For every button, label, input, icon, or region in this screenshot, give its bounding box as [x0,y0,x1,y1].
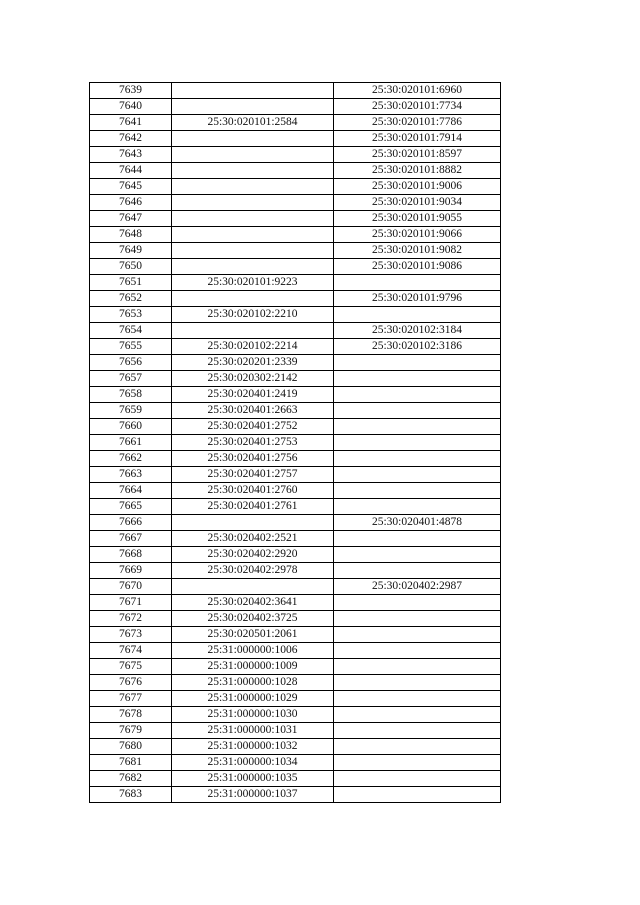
related-cadastral-number-cell [334,435,501,451]
table-row [90,227,501,243]
row-number-cell: 7656 [90,355,172,371]
cadastral-number-cell: 25:30:020401:2752 [172,419,334,435]
row-number-cell: 7649 [90,243,172,259]
related-cadastral-number-cell: 25:30:020101:9082 [334,243,501,259]
row-number-cell: 7646 [90,195,172,211]
related-cadastral-number-cell: 25:30:020101:9034 [334,195,501,211]
table-row [90,739,501,755]
row-number-cell: 7671 [90,595,172,611]
row-number-cell: 7667 [90,531,172,547]
row-number-cell: 7679 [90,723,172,739]
related-cadastral-number-cell [334,275,501,291]
related-cadastral-number-cell: 25:30:020101:7734 [334,99,501,115]
row-number-cell: 7666 [90,515,172,531]
row-number-cell: 7650 [90,259,172,275]
row-number-cell: 7644 [90,163,172,179]
table-row [90,115,501,131]
related-cadastral-number-cell: 25:30:020101:9055 [334,211,501,227]
row-number-cell: 7670 [90,579,172,595]
related-cadastral-number-cell: 25:30:020402:2987 [334,579,501,595]
table-row [90,723,501,739]
table-row [90,83,501,99]
table-row [90,211,501,227]
row-number-cell: 7657 [90,371,172,387]
row-number-cell: 7639 [90,83,172,99]
table-row [90,451,501,467]
related-cadastral-number-cell: 25:30:020101:9066 [334,227,501,243]
cadastral-number-cell [172,99,334,115]
related-cadastral-number-cell: 25:30:020102:3186 [334,339,501,355]
cadastral-number-cell: 25:31:000000:1032 [172,739,334,755]
cadastral-number-cell [172,579,334,595]
related-cadastral-number-cell: 25:30:020101:8882 [334,163,501,179]
related-cadastral-number-cell [334,403,501,419]
row-number-cell: 7673 [90,627,172,643]
table-row [90,691,501,707]
cadastral-number-cell: 25:30:020401:2419 [172,387,334,403]
table-row [90,755,501,771]
related-cadastral-number-cell [334,675,501,691]
cadastral-number-cell: 25:31:000000:1029 [172,691,334,707]
table-row [90,771,501,787]
table-row [90,307,501,323]
related-cadastral-number-cell [334,771,501,787]
table-row [90,435,501,451]
row-number-cell: 7682 [90,771,172,787]
related-cadastral-number-cell [334,467,501,483]
related-cadastral-number-cell: 25:30:020101:6960 [334,83,501,99]
related-cadastral-number-cell [334,563,501,579]
table-row [90,243,501,259]
cadastral-number-cell: 25:30:020101:2584 [172,115,334,131]
table-row [90,707,501,723]
row-number-cell: 7664 [90,483,172,499]
cadastral-number-cell [172,195,334,211]
related-cadastral-number-cell [334,659,501,675]
related-cadastral-number-cell: 25:30:020101:7914 [334,131,501,147]
row-number-cell: 7640 [90,99,172,115]
cadastral-number-cell: 25:30:020201:2339 [172,355,334,371]
related-cadastral-number-cell [334,739,501,755]
row-number-cell: 7677 [90,691,172,707]
row-number-cell: 7655 [90,339,172,355]
row-number-cell: 7675 [90,659,172,675]
related-cadastral-number-cell: 25:30:020102:3184 [334,323,501,339]
related-cadastral-number-cell [334,451,501,467]
cadastral-number-cell [172,259,334,275]
table-row [90,403,501,419]
row-number-cell: 7641 [90,115,172,131]
related-cadastral-number-cell [334,627,501,643]
cadastral-number-cell: 25:30:020402:3725 [172,611,334,627]
cadastral-number-cell: 25:31:000000:1009 [172,659,334,675]
related-cadastral-number-cell [334,723,501,739]
table-row [90,371,501,387]
related-cadastral-number-cell [334,419,501,435]
table-row [90,515,501,531]
row-number-cell: 7643 [90,147,172,163]
related-cadastral-number-cell [334,547,501,563]
table-row [90,531,501,547]
table-row [90,355,501,371]
cadastral-number-cell [172,131,334,147]
related-cadastral-number-cell: 25:30:020101:9086 [334,259,501,275]
cadastral-number-cell: 25:30:020102:2214 [172,339,334,355]
row-number-cell: 7652 [90,291,172,307]
table-row [90,163,501,179]
cadastral-number-cell [172,147,334,163]
cadastral-number-cell [172,83,334,99]
table-row [90,291,501,307]
cadastral-number-cell [172,163,334,179]
row-number-cell: 7654 [90,323,172,339]
related-cadastral-number-cell [334,355,501,371]
table-row [90,147,501,163]
row-number-cell: 7683 [90,787,172,803]
table-row [90,563,501,579]
cadastral-number-cell: 25:31:000000:1028 [172,675,334,691]
table-row [90,259,501,275]
table-row [90,99,501,115]
cadastral-number-cell: 25:31:000000:1006 [172,643,334,659]
row-number-cell: 7676 [90,675,172,691]
cadastral-number-cell [172,243,334,259]
cadastral-number-cell: 25:30:020101:9223 [172,275,334,291]
row-number-cell: 7645 [90,179,172,195]
related-cadastral-number-cell: 25:30:020401:4878 [334,515,501,531]
related-cadastral-number-cell: 25:30:020101:9796 [334,291,501,307]
row-number-cell: 7680 [90,739,172,755]
row-number-cell: 7662 [90,451,172,467]
row-number-cell: 7672 [90,611,172,627]
cadastral-number-cell: 25:30:020501:2061 [172,627,334,643]
cadastral-number-cell: 25:30:020402:2920 [172,547,334,563]
row-number-cell: 7659 [90,403,172,419]
row-number-cell: 7653 [90,307,172,323]
cadastral-number-cell: 25:30:020302:2142 [172,371,334,387]
cadastral-number-cell: 25:30:020401:2663 [172,403,334,419]
related-cadastral-number-cell [334,499,501,515]
table-row [90,643,501,659]
cadastral-number-cell: 25:30:020402:3641 [172,595,334,611]
row-number-cell: 7681 [90,755,172,771]
table-row [90,131,501,147]
related-cadastral-number-cell [334,483,501,499]
cadastral-number-cell [172,227,334,243]
cadastral-number-cell [172,291,334,307]
row-number-cell: 7669 [90,563,172,579]
row-number-cell: 7678 [90,707,172,723]
row-number-cell: 7674 [90,643,172,659]
cadastral-number-cell [172,323,334,339]
table-row [90,195,501,211]
related-cadastral-number-cell [334,691,501,707]
related-cadastral-number-cell: 25:30:020101:8597 [334,147,501,163]
related-cadastral-number-cell [334,755,501,771]
cadastral-number-cell: 25:30:020401:2757 [172,467,334,483]
cadastral-number-cell: 25:31:000000:1037 [172,787,334,803]
row-number-cell: 7668 [90,547,172,563]
table-row [90,339,501,355]
cadastral-number-cell: 25:30:020401:2761 [172,499,334,515]
table-row [90,627,501,643]
table-row [90,387,501,403]
cadastral-number-cell: 25:30:020401:2760 [172,483,334,499]
related-cadastral-number-cell [334,611,501,627]
cadastral-number-cell: 25:30:020401:2753 [172,435,334,451]
row-number-cell: 7660 [90,419,172,435]
cadastral-number-cell: 25:30:020401:2756 [172,451,334,467]
table-row [90,499,501,515]
table-row [90,275,501,291]
table-body [90,83,501,803]
cadastral-number-cell: 25:31:000000:1031 [172,723,334,739]
related-cadastral-number-cell [334,531,501,547]
table-row [90,419,501,435]
table-row [90,659,501,675]
table-row [90,595,501,611]
table-row [90,179,501,195]
row-number-cell: 7665 [90,499,172,515]
row-number-cell: 7642 [90,131,172,147]
table-row [90,579,501,595]
table-row [90,787,501,803]
related-cadastral-number-cell [334,387,501,403]
cadastral-number-cell: 25:31:000000:1034 [172,755,334,771]
table-row [90,547,501,563]
row-number-cell: 7663 [90,467,172,483]
table-row [90,467,501,483]
related-cadastral-number-cell [334,307,501,323]
cadastral-number-cell: 25:31:000000:1035 [172,771,334,787]
related-cadastral-number-cell: 25:30:020101:9006 [334,179,501,195]
cadastral-number-cell [172,515,334,531]
row-number-cell: 7647 [90,211,172,227]
row-number-cell: 7661 [90,435,172,451]
row-number-cell: 7658 [90,387,172,403]
cadastral-number-cell [172,211,334,227]
row-number-cell: 7651 [90,275,172,291]
related-cadastral-number-cell [334,707,501,723]
cadastral-number-table [89,82,501,803]
cadastral-number-cell: 25:30:020102:2210 [172,307,334,323]
table-row [90,483,501,499]
related-cadastral-number-cell [334,371,501,387]
table-row [90,611,501,627]
row-number-cell: 7648 [90,227,172,243]
table-row [90,323,501,339]
related-cadastral-number-cell [334,643,501,659]
related-cadastral-number-cell [334,787,501,803]
cadastral-number-cell: 25:30:020402:2521 [172,531,334,547]
cadastral-number-cell: 25:30:020402:2978 [172,563,334,579]
cadastral-number-cell: 25:31:000000:1030 [172,707,334,723]
table-row [90,675,501,691]
related-cadastral-number-cell: 25:30:020101:7786 [334,115,501,131]
cadastral-number-cell [172,179,334,195]
related-cadastral-number-cell [334,595,501,611]
